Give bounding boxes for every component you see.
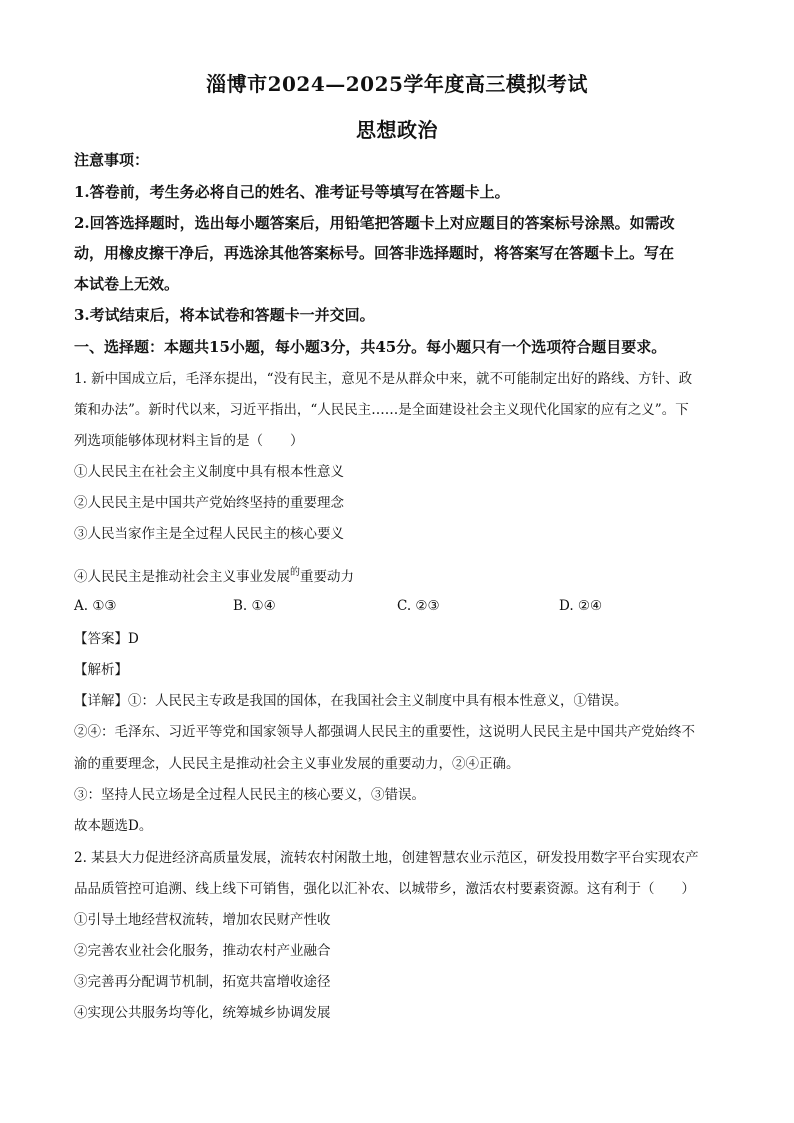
q1-conclusion: 故本题选D。 [74, 818, 153, 834]
notice-item-2-line-3: 本试卷上无效。 [74, 275, 180, 293]
q1-option-c: C. ②③ [397, 598, 440, 614]
q1-analysis-label: 【解析】 [74, 662, 128, 678]
q1-statement-4-text: ④人民民主是推动社会主义事业发展 [74, 569, 290, 585]
q1-stem-line-1: 1. 新中国成立后，毛泽东提出，“没有民主，意见不是从群众中来，就不可能制定出好的路线、方针、政 [74, 371, 693, 387]
q1-stem-line-2: 策和办法”。新时代以来，习近平指出，“人民民主……是全面建设社会主义现代化国家的应有之义”。下 [74, 402, 689, 418]
q2-stem-line-1: 2. 某县大力促进经济高质量发展，流转农村闲散土地，创建智慧农业示范区，研发投用数字平台实现农产 [74, 850, 699, 866]
q1-statement-2: ②人民民主是中国共产党始终坚持的重要理念 [74, 495, 344, 511]
section-1-heading: 一、选择题：本题共15小题，每小题3分，共45分。每小题只有一个选项符合题目要求。 [74, 338, 667, 356]
q1-option-b: B. ①④ [233, 598, 276, 614]
notice-heading: 注意事项： [74, 151, 150, 169]
q1-option-d: D. ②④ [559, 598, 603, 614]
q1-statement-4-sup: 的 [290, 567, 300, 578]
q1-detail-2-line-2: 渝的重要理念，人民民主是推动社会主义事业发展的重要动力，②④正确。 [74, 756, 520, 772]
notice-item-1: 1.答卷前，考生务必将自己的姓名、准考证号等填写在答题卡上。 [74, 183, 510, 201]
q2-statement-1: ①引导土地经营权流转，增加农民财产性收 [74, 912, 331, 928]
q2-statement-2: ②完善农业社会化服务，推动农村产业融合 [74, 943, 331, 959]
notice-item-3: 3.考试结束后，将本试卷和答题卡一并交回。 [74, 306, 375, 324]
q1-statement-4 [74, 563, 724, 587]
notice-item-2-line-1: 2.回答选择题时，选出每小题答案后，用铅笔把答题卡上对应题目的答案标号涂黑。如需改 [74, 214, 675, 232]
q1-detail-1: 【详解】①：人民民主专政是我国的国体，在我国社会主义制度中具有根本性意义，①错误。 [74, 693, 628, 709]
q1-statement-3: ③人民当家作主是全过程人民民主的核心要义 [74, 526, 344, 542]
q2-stem-line-2: 品品质管控可追溯、线上线下可销售，强化以汇补农、以城带乡，激活农村要素资源。这有利于（ ） [74, 881, 695, 897]
q2-statement-4: ④实现公共服务均等化，统筹城乡协调发展 [74, 1005, 331, 1021]
q1-option-a: A. ①③ [74, 598, 117, 614]
exam-title: 淄博市2024—2025学年度高三模拟考试 [206, 72, 588, 96]
q1-statement-4-text-end: 重要动力 [300, 569, 354, 585]
q2-statement-3: ③完善再分配调节机制，拓宽共富增收途径 [74, 974, 331, 990]
q1-stem-line-3: 列选项能够体现材料主旨的是（ ） [74, 433, 304, 449]
q1-answer: 【答案】D [74, 631, 139, 647]
q1-detail-3: ③：坚持人民立场是全过程人民民主的核心要义，③错误。 [74, 787, 425, 803]
exam-subject: 思想政治 [356, 118, 438, 142]
notice-item-2-line-2: 动，用橡皮擦干净后，再选涂其他答案标号。回答非选择题时，将答案写在答题卡上。写在 [74, 244, 675, 262]
q1-statement-1: ①人民民主在社会主义制度中具有根本性意义 [74, 464, 344, 480]
q1-detail-2-line-1: ②④：毛泽东、习近平等党和国家领导人都强调人民民主的重要性，这说明人民民主是中国共产党始终不 [74, 724, 695, 740]
